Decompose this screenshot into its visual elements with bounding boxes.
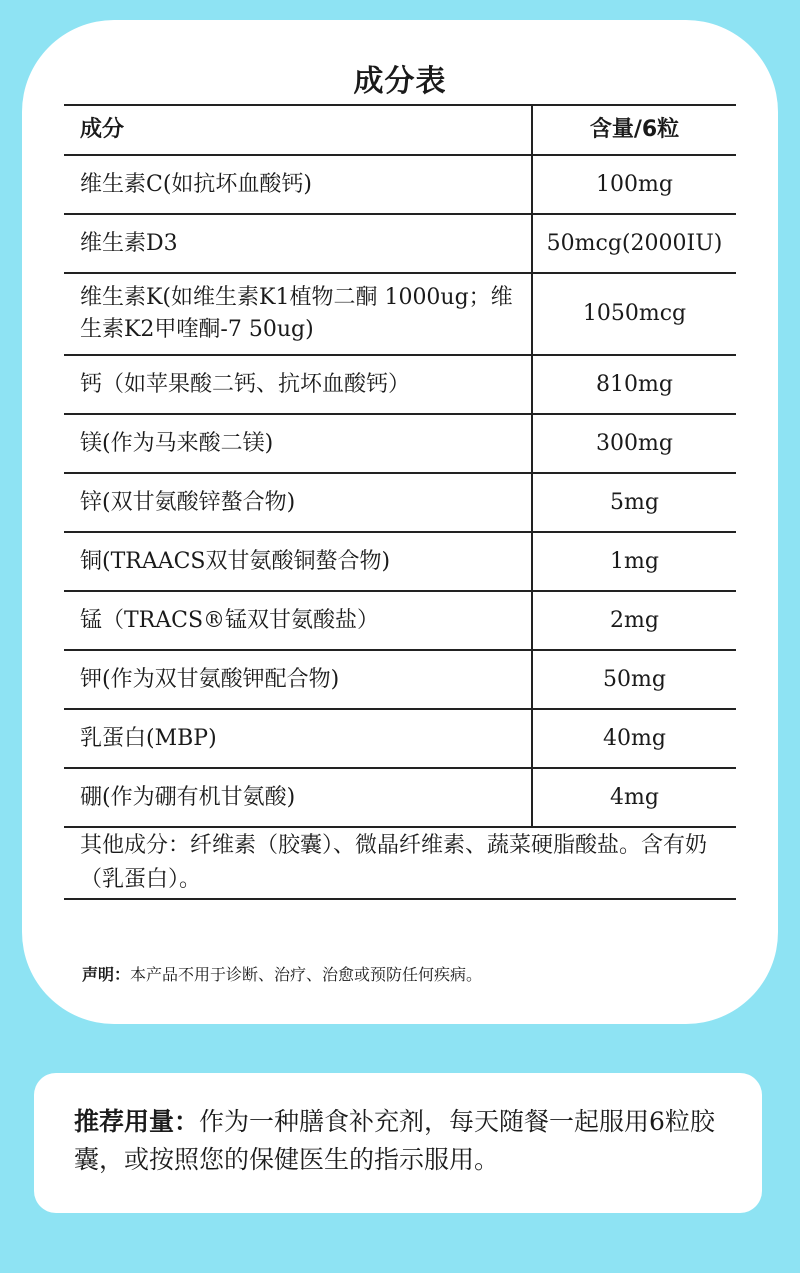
ingredients-table bbox=[64, 104, 736, 900]
table-row bbox=[64, 532, 736, 591]
table-row bbox=[64, 650, 736, 709]
ingredient-name: 维生素C(如抗坏血酸钙) bbox=[64, 155, 532, 214]
table-row bbox=[64, 709, 736, 768]
ingredient-name: 维生素K(如维生素K1植物二酮 1000ug；维生素K2甲喹酮-7 50ug) bbox=[64, 273, 532, 355]
ingredient-amount: 300mg bbox=[532, 414, 736, 473]
table-row bbox=[64, 591, 736, 650]
ingredient-amount: 5mg bbox=[532, 473, 736, 532]
ingredient-name: 镁(作为马来酸二镁) bbox=[64, 414, 532, 473]
other-ingredients-text: 其他成分：纤维素（胶囊）、微晶纤维素、蔬菜硬脂酸盐。含有奶（乳蛋白）。 bbox=[64, 827, 736, 899]
ingredient-name: 乳蛋白(MBP) bbox=[64, 709, 532, 768]
table-row bbox=[64, 768, 736, 827]
table-row bbox=[64, 355, 736, 414]
ingredient-amount: 100mg bbox=[532, 155, 736, 214]
ingredient-amount: 2mg bbox=[532, 591, 736, 650]
table-row bbox=[64, 273, 736, 355]
table-row bbox=[64, 414, 736, 473]
column-header-ingredient: 成分 bbox=[64, 105, 532, 155]
ingredient-name: 钙（如苹果酸二钙、抗坏血酸钙） bbox=[64, 355, 532, 414]
ingredient-amount: 4mg bbox=[532, 768, 736, 827]
table-header-row bbox=[64, 105, 736, 155]
ingredient-name: 锌(双甘氨酸锌螯合物) bbox=[64, 473, 532, 532]
dosage-text: 作为一种膳食补充剂，每天随餐一起服用6粒胶囊，或按照您的保健医生的指示服用。 bbox=[74, 1107, 715, 1174]
ingredient-name: 铜(TRAACS双甘氨酸铜螯合物) bbox=[64, 532, 532, 591]
disclaimer-text: 本产品不用于诊断、治疗、治愈或预防任何疾病。 bbox=[130, 965, 483, 984]
column-header-amount: 含量/6粒 bbox=[532, 105, 736, 155]
ingredient-amount: 50mg bbox=[532, 650, 736, 709]
ingredient-name: 维生素D3 bbox=[64, 214, 532, 273]
ingredient-amount: 1050mcg bbox=[532, 273, 736, 355]
page-title: 成分表 bbox=[353, 64, 447, 99]
ingredient-name: 硼(作为硼有机甘氨酸) bbox=[64, 768, 532, 827]
ingredient-amount: 810mg bbox=[532, 355, 736, 414]
disclaimer bbox=[82, 962, 482, 985]
ingredient-amount: 1mg bbox=[532, 532, 736, 591]
dosage-label: 推荐用量： bbox=[74, 1107, 200, 1136]
ingredient-amount: 40mg bbox=[532, 709, 736, 768]
table-row bbox=[64, 473, 736, 532]
table-row bbox=[64, 214, 736, 273]
other-ingredients-row bbox=[64, 827, 736, 899]
ingredient-amount: 50mcg(2000IU) bbox=[532, 214, 736, 273]
table-row bbox=[64, 155, 736, 214]
ingredient-name: 钾(作为双甘氨酸钾配合物) bbox=[64, 650, 532, 709]
dosage-text-block bbox=[74, 1103, 754, 1179]
disclaimer-label: 声明： bbox=[82, 965, 131, 984]
dosage-card bbox=[34, 1073, 762, 1213]
ingredient-name: 锰（TRACS®锰双甘氨酸盐） bbox=[64, 591, 532, 650]
